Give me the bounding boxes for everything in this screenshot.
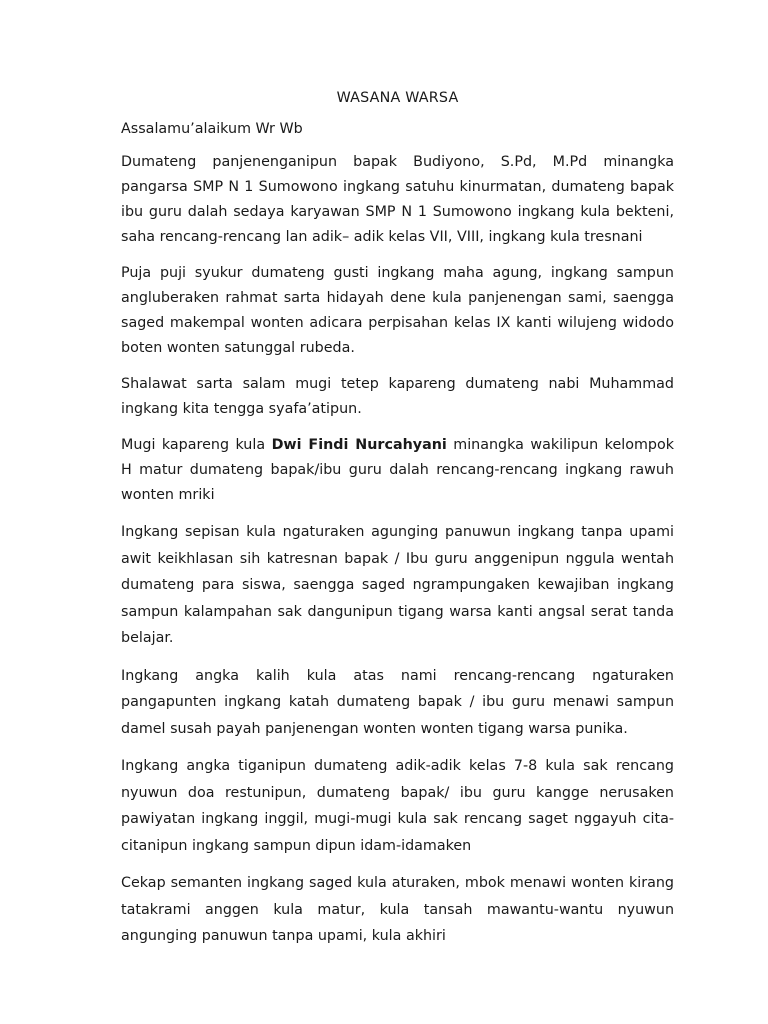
intro-text-before: Mugi kapareng kula [121, 437, 272, 453]
paragraph-shalawat: Shalawat sarta salam mugi tetep kapareng dumateng nabi Muhammad ingkang kita tengga syafa’atipun. [121, 376, 674, 417]
paragraph-closing: Cekap semanten ingkang saged kula aturaken, mbok menawi wonten kirang tatakrami anggen kula matur, kula tansah mawantu-wantu nyuwun angunging panuwun tanpa upami, kula akhiri [121, 875, 674, 944]
intro-text-after: minangka wakilipun kelompok H matur dumateng bapak/ibu guru dalah rencang-rencang ingkang rawuh wonten mriki [121, 437, 674, 503]
document-title: WASANA WARSA [336, 90, 459, 106]
speaker-name: Dwi Findi Nurcahyani [271, 437, 447, 453]
paragraph-praise: Puja puji syukur dumateng gusti ingkang maha agung, ingkang sampun angluberaken rahmat sarta hidayah dene kula panjenengan sami, saengga saged makempal wonten adicara perpisahan kelas IX kanti wilujeng widodo boten wonten satunggal rubeda. [121, 265, 674, 356]
paragraph-thanks: Ingkang sepisan kula ngaturaken agunging panuwun ingkang tanpa upami awit keikhlasan sih katresnan bapak / Ibu guru anggenipun nggula wentah dumateng para siswa, saengga saged ngrampungaken kewajiban ingkang sampun kalampahan sak dangunipun tigang warsa kanti angsal serat tanda belajar. [121, 524, 674, 646]
paragraph-salutation: Dumateng panjenenganipun bapak Budiyono, S.Pd, M.Pd minangka pangarsa SMP N 1 Sumowono ingkang satuhu kinurmatan, dumateng bapak ibu guru dalah sedaya karyawan SMP N 1 Sumowono ingkang kula bekteni, saha rencang-rencang lan adik– adik kelas VII, VIII, ingkang kula tresnani [121, 154, 674, 245]
paragraph-juniors: Ingkang angka tiganipun dumateng adik-adik kelas 7-8 kula sak rencang nyuwun doa restunipun, dumateng bapak/ ibu guru kangge nerusaken pawiyatan ingkang inggil, mugi-mugi kula sak rencang saget nggayuh cita-citanipun ingkang sampun dipun idam-idamaken [121, 758, 674, 854]
paragraph-introduction [121, 433, 674, 508]
greeting: Assalamu’alaikum Wr Wb [121, 121, 303, 137]
paragraph-apology: Ingkang angka kalih kula atas nami rencang-rencang ngaturaken pangapunten ingkang katah dumateng bapak / ibu guru menawi sampun damel susah payah panjenengan wonten wonten tigang warsa punika. [121, 667, 674, 737]
